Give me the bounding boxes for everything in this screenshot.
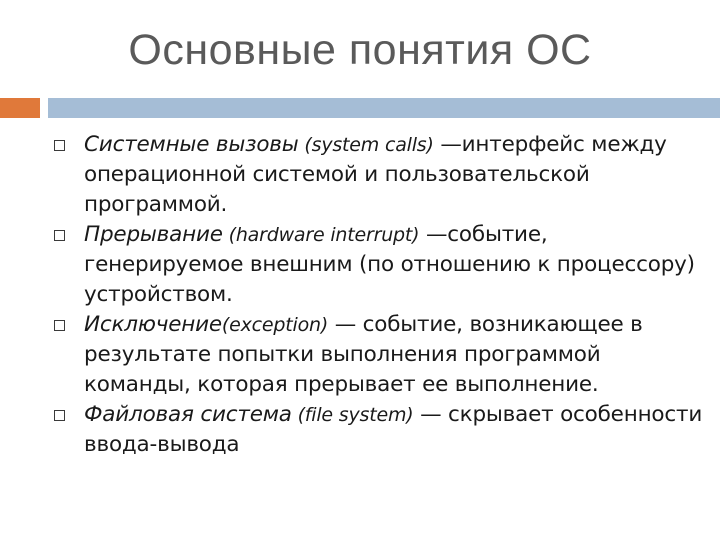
term-exception: Исключение [84,312,222,337]
definition-file-system: — скрывает особенности ввода-вывода [84,402,703,457]
term-system-calls: Системные вызовы [84,132,299,157]
bullet-item-file-system [54,400,704,460]
english-term-interrupt: (hardware interrupt) [222,224,420,246]
term-interrupt: Прерывание [84,222,223,247]
square-bullet-icon [54,140,65,151]
bullet-item-system-calls [54,130,704,220]
english-term-system-calls: (system calls) [298,134,434,156]
accent-bar-orange [0,98,40,118]
term-file-system: Файловая система [84,402,292,427]
english-term-file-system: (file system) [291,404,414,426]
english-term-exception: (exception) [221,314,329,336]
bullet-item-exception [54,310,704,400]
accent-bar-blue [48,98,720,118]
square-bullet-icon [54,320,65,331]
definition-system-calls: —интерфейс между операционной системой и пользовательской программой. [84,132,667,217]
bullet-item-interrupt [54,220,704,310]
slide-title: Основные понятия ОС [128,26,592,74]
square-bullet-icon [54,230,65,241]
bullet-list [54,130,704,460]
square-bullet-icon [54,410,65,421]
definition-interrupt: —событие, генерируемое внешним (по отношению к процессору) устройством. [84,222,695,307]
definition-exception: — событие, возникающее в результате попытки выполнения программой команды, которая прерывает ее выполнение. [84,312,643,397]
